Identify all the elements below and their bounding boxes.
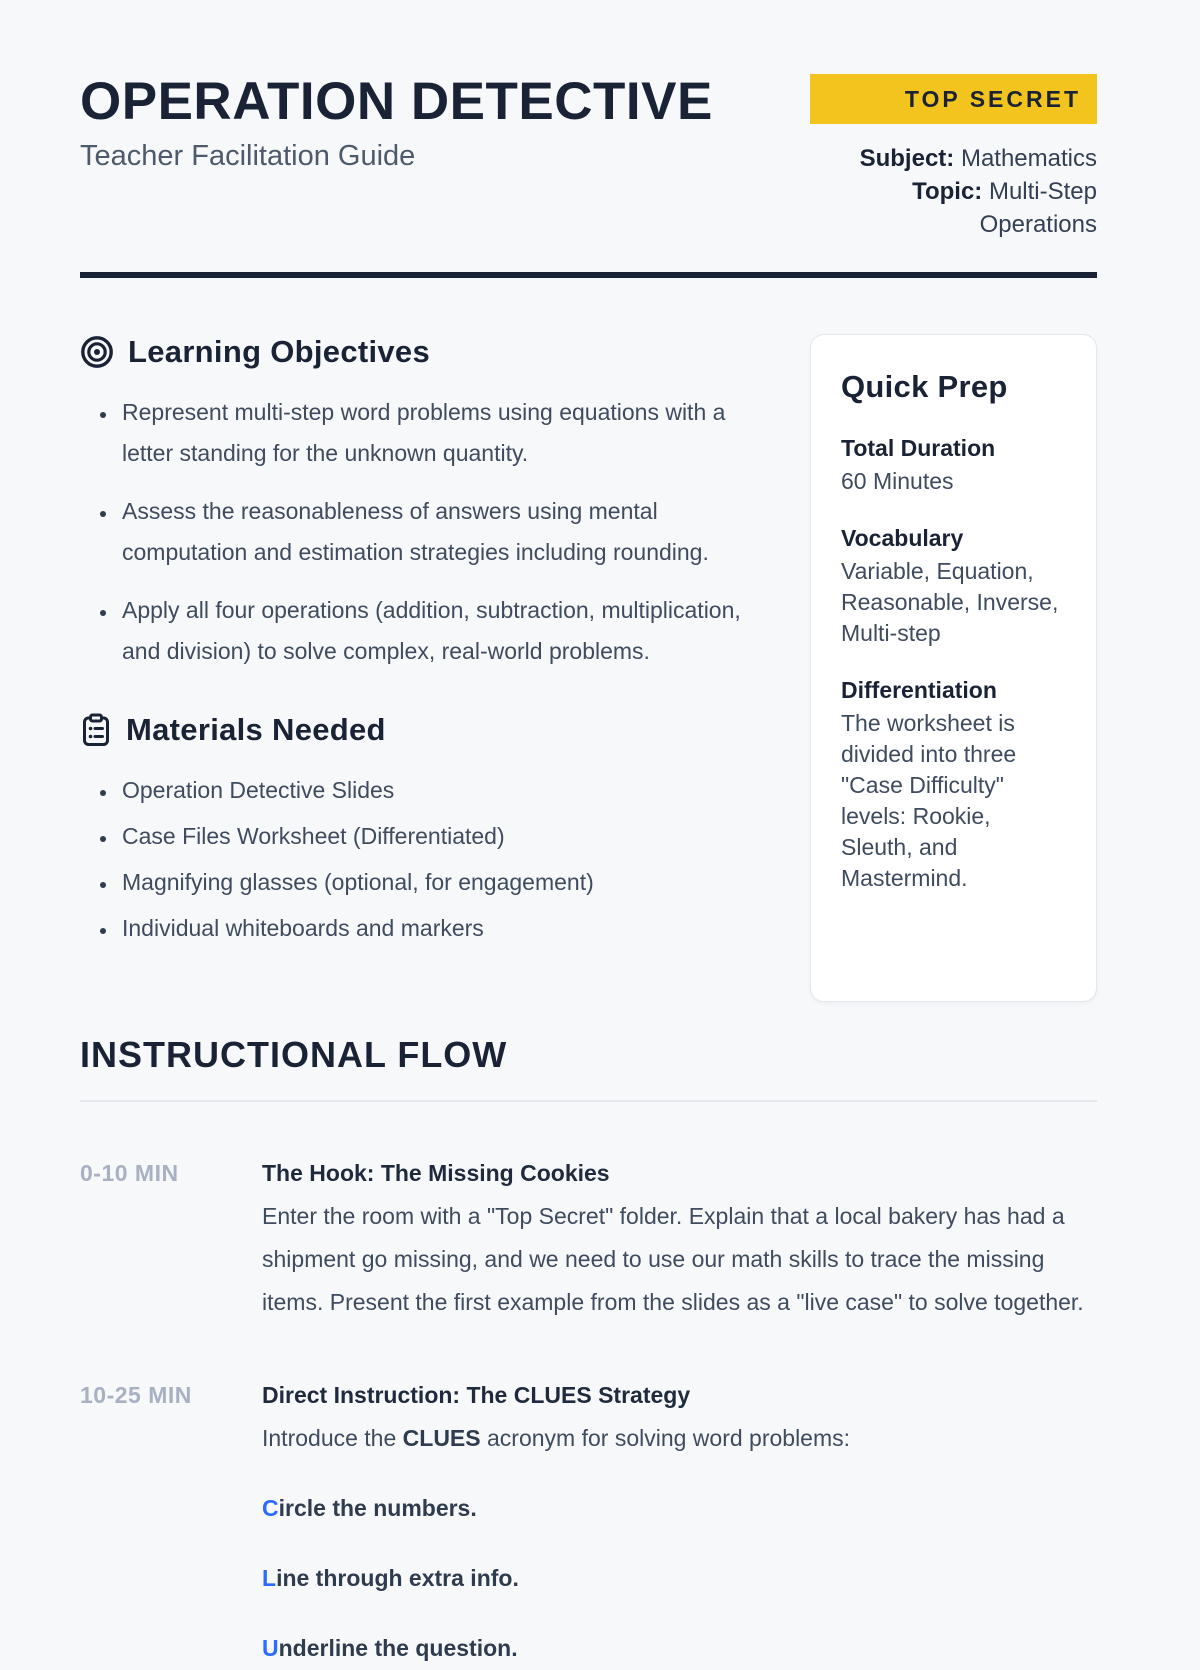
target-icon	[80, 335, 114, 369]
list-item: • Assess the reasonableness of answers using mental computation and estimation strategies including rounding.	[118, 491, 752, 573]
prep-group-differentiation	[841, 675, 1068, 894]
prep-value: 60 Minutes	[841, 468, 954, 494]
list-item: • Case Files Worksheet (Differentiated)	[118, 816, 752, 857]
flow-item-hook	[80, 1152, 1097, 1324]
clues-rest: ine through extra info.	[276, 1565, 519, 1591]
flow-item-content	[262, 1152, 1097, 1324]
header-divider	[80, 272, 1097, 278]
prep-value: The worksheet is divided into three "Case Difficulty" levels: Rookie, Sleuth, and Mastermind.	[841, 710, 1017, 891]
instructional-flow-section	[80, 1034, 1097, 1670]
quick-prep-heading: Quick Prep	[841, 369, 1008, 404]
learning-objectives-list	[118, 392, 752, 672]
sidebar-column	[810, 334, 1097, 1002]
learning-objectives-heading-text: Learning Objectives	[128, 334, 431, 369]
clues-letter: U	[262, 1635, 279, 1661]
subject-value: Mathematics	[954, 145, 1097, 172]
topic-value: Multi-Step Operations	[979, 178, 1097, 238]
list-item: • Represent multi-step word problems using equations with a letter standing for the unknown quantity.	[118, 392, 752, 474]
header-title-block	[80, 74, 810, 173]
top-secret-badge: TOP SECRET	[810, 74, 1097, 124]
flow-item-title: Direct Instruction: The CLUES Strategy	[262, 1382, 691, 1408]
prep-value: Variable, Equation, Reasonable, Inverse, Multi-step	[841, 558, 1059, 646]
flow-item-title: The Hook: The Missing Cookies	[262, 1160, 610, 1186]
clipboard-icon	[80, 713, 112, 747]
topic-label: Topic:	[912, 178, 983, 205]
subject-line	[810, 142, 1097, 175]
clues-rest: nderline the question.	[278, 1635, 518, 1661]
prep-group-vocabulary	[841, 523, 1068, 649]
materials-needed-heading-text: Materials Needed	[126, 712, 386, 747]
subject-label: Subject:	[859, 145, 955, 172]
intro-prefix: Introduce the	[262, 1425, 403, 1451]
flow-time-label: 0-10 MIN	[80, 1160, 179, 1186]
prep-group-duration	[841, 433, 1068, 497]
list-item: • Magnifying glasses (optional, for engagement)	[118, 862, 752, 903]
header	[80, 74, 1097, 241]
clues-line-underline	[262, 1627, 1097, 1670]
quick-prep-card	[810, 334, 1097, 1002]
main-content-column	[80, 334, 810, 1002]
prep-label: Vocabulary	[841, 525, 964, 551]
learning-objectives-heading	[80, 334, 752, 370]
materials-needed-heading	[80, 712, 752, 748]
flow-item-clues	[80, 1374, 1097, 1670]
header-meta-block	[810, 74, 1097, 241]
intro-suffix: acronym for solving word problems:	[480, 1425, 851, 1451]
flow-divider	[80, 1100, 1097, 1102]
topic-line	[810, 175, 1097, 241]
clues-line-line	[262, 1557, 1097, 1600]
learning-objectives-section	[80, 334, 752, 672]
clues-letter: L	[262, 1565, 277, 1591]
materials-needed-list	[118, 770, 752, 949]
list-item: • Apply all four operations (addition, subtraction, multiplication, and division) to solve complex, real-world problems.	[118, 590, 752, 672]
subject-topic-meta	[810, 142, 1097, 241]
page-subtitle: Teacher Facilitation Guide	[80, 139, 416, 172]
prep-label: Total Duration	[841, 435, 996, 461]
page-title: OPERATION DETECTIVE	[80, 72, 713, 131]
flow-time-label: 10-25 MIN	[80, 1382, 192, 1408]
prep-label: Differentiation	[841, 677, 997, 703]
flow-item-intro	[262, 1417, 1097, 1460]
clues-rest: ircle the numbers.	[278, 1495, 477, 1521]
flow-item-body: Enter the room with a "Top Secret" folder. Explain that a local bakery has had a shipment go missing, and we need to use our math skills to trace the missing items. Present the first example from the slides as a "live case" to solve together.	[262, 1203, 1084, 1315]
flow-item-content	[262, 1374, 1097, 1670]
instructional-flow-heading: INSTRUCTIONAL FLOW	[80, 1034, 508, 1075]
clues-letter: C	[262, 1495, 279, 1521]
intro-acronym: CLUES	[402, 1425, 481, 1451]
main-columns	[80, 334, 1097, 1002]
clues-line-circle	[262, 1487, 1097, 1530]
materials-needed-section	[80, 712, 752, 949]
list-item: • Operation Detective Slides	[118, 770, 752, 811]
list-item: • Individual whiteboards and markers	[118, 908, 752, 949]
